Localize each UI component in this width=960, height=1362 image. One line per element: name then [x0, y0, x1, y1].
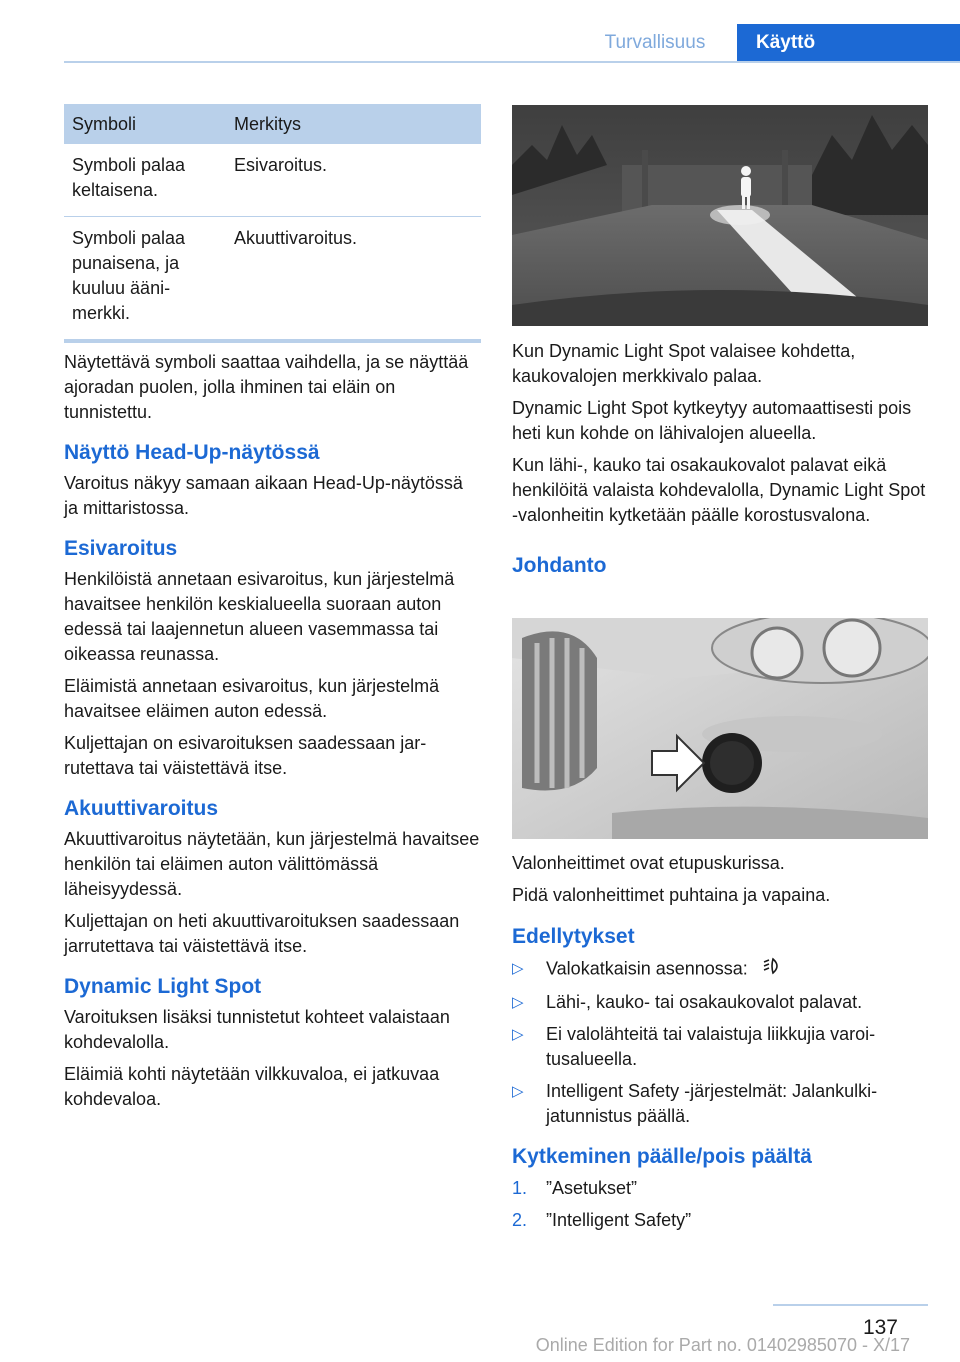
table-cell-meaning: Akuuttivaroitus.: [226, 217, 481, 342]
step-text: ”Intelligent Safety”: [546, 1210, 692, 1230]
list-item: [512, 1208, 928, 1233]
right-column-lower: [512, 851, 928, 1240]
triangle-bullet-icon: ▷: [512, 1026, 524, 1043]
requirements-list: [512, 956, 928, 1129]
acute-paragraph: Kuljettajan on heti akuuttivaroituksen saadessaan jarrutettava tai väistettävä itse.: [64, 911, 460, 956]
current-tab: Käyttö: [737, 24, 960, 61]
hud-paragraph: Varoitus näkyy samaan aikaan Head-Up-näytössä ja mittaristossa.: [64, 473, 463, 518]
dls-paragraph: Eläimiä kohti näytetään vilkkuvaloa, ei jatkuvaa kohdevaloa.: [64, 1064, 440, 1109]
list-item: ▷ Valokatkaisin asennossa:: [512, 956, 928, 983]
intro-paragraph: Näytettävä symboli saattaa vaihdella, ja se näyttää ajoradan puolen, jolla ihminen tai eläin on tunnistettu.: [64, 352, 469, 422]
table-cell-meaning: Esivaroitus.: [226, 144, 481, 217]
prewarning-paragraph: Henkilöistä annetaan esivaroitus, kun järjestelmä havaitsee henkilön keskialueella suoraan auton edessä tai laajennetun alueen vasemmassa tai oikeassa reunassa.: [64, 569, 455, 664]
heading-prewarning: Esivaroitus: [64, 537, 178, 560]
page-number: 137: [862, 1316, 898, 1339]
table-header-symbol: Symboli: [64, 104, 226, 144]
prewarning-paragraph: Kuljettajan on esivaroituksen saadessaan jarrutettava tai väistettävä itse.: [64, 733, 427, 778]
right-column-upper: [512, 339, 928, 578]
step-number: 2.: [512, 1210, 528, 1230]
page-number-rule: [773, 1304, 928, 1306]
dls-paragraph: Kun lähi-, kauko tai osakaukovalot palavat eikä henkilöitä valaista kohdevalolla, Dynamic Light Spot -valonheitin kytketään päälle korostusvalona.: [512, 455, 926, 525]
intro-paragraph: Valonheittimet ovat etupuskurissa.: [512, 853, 785, 873]
footer-edition: Online Edition for Part no. 01402985070 - X/17: [535, 1335, 910, 1355]
dls-paragraph: Varoituksen lisäksi tunnistetut kohteet valaistaan kohdevalolla.: [64, 1007, 450, 1052]
triangle-bullet-icon: ▷: [512, 960, 524, 977]
table-cell-symbol: Symboli palaa keltaisena.: [64, 144, 226, 217]
acute-paragraph: Akuuttivaroitus näytetään, kun järjestelmä havaitsee henkilön tai eläimen auton välittömässä läheisyydessä.: [64, 829, 480, 899]
table-row: [64, 217, 481, 342]
triangle-bullet-icon: ▷: [512, 1083, 524, 1100]
step-text: ”Asetukset”: [546, 1178, 638, 1198]
symbol-table: [64, 104, 481, 343]
table-header-meaning: Merkitys: [226, 104, 481, 144]
list-item: ▷ Intelligent Safety -järjestelmät: Jalankulkijatunnistus päällä.: [512, 1081, 878, 1126]
triangle-bullet-icon: ▷: [512, 994, 524, 1011]
heading-hud: Näyttö Head-Up-näytössä: [64, 441, 320, 464]
heading-acute-warning: Akuuttivaroitus: [64, 797, 219, 820]
table-cell-symbol: Symboli palaa punaisena, ja kuuluu äänimerkki.: [64, 217, 226, 342]
front-bumper-illustration: [512, 618, 928, 839]
header-rule: [64, 61, 960, 63]
dls-paragraph: Dynamic Light Spot kytkeytyy automaattisesti pois heti kun kohde on lähivalojen alueella.: [512, 398, 912, 443]
table-header-row: [64, 104, 481, 144]
heading-switch-on-off: Kytkeminen päälle/pois päältä: [512, 1145, 812, 1168]
light-switch-icon: [761, 956, 783, 983]
steps-list: [512, 1176, 928, 1233]
heading-dynamic-light-spot: Dynamic Light Spot: [64, 975, 262, 998]
list-item: ▷ Ei valolähteitä tai valaistuja liikkujia varoitusalueella.: [512, 1024, 876, 1069]
step-number: 1.: [512, 1178, 528, 1198]
heading-requirements: Edellytykset: [512, 925, 635, 948]
dls-paragraph: Kun Dynamic Light Spot valaisee kohdetta, kaukovalojen merkkivalo palaa.: [512, 341, 856, 386]
table-row: [64, 144, 481, 217]
left-column: [64, 350, 480, 1112]
section-tab: Turvallisuus: [604, 32, 706, 53]
heading-introduction: Johdanto: [512, 554, 607, 577]
night-road-illustration: [512, 105, 928, 326]
intro-paragraph: Pidä valonheittimet puhtaina ja vapaina.: [512, 885, 831, 905]
list-item: [512, 1176, 928, 1201]
prewarning-paragraph: Eläimistä annetaan esivaroitus, kun järjestelmä havaitsee eläimen auton edessä.: [64, 676, 440, 721]
list-item: ▷ Lähi-, kauko- tai osakaukovalot palavat.: [512, 990, 928, 1015]
